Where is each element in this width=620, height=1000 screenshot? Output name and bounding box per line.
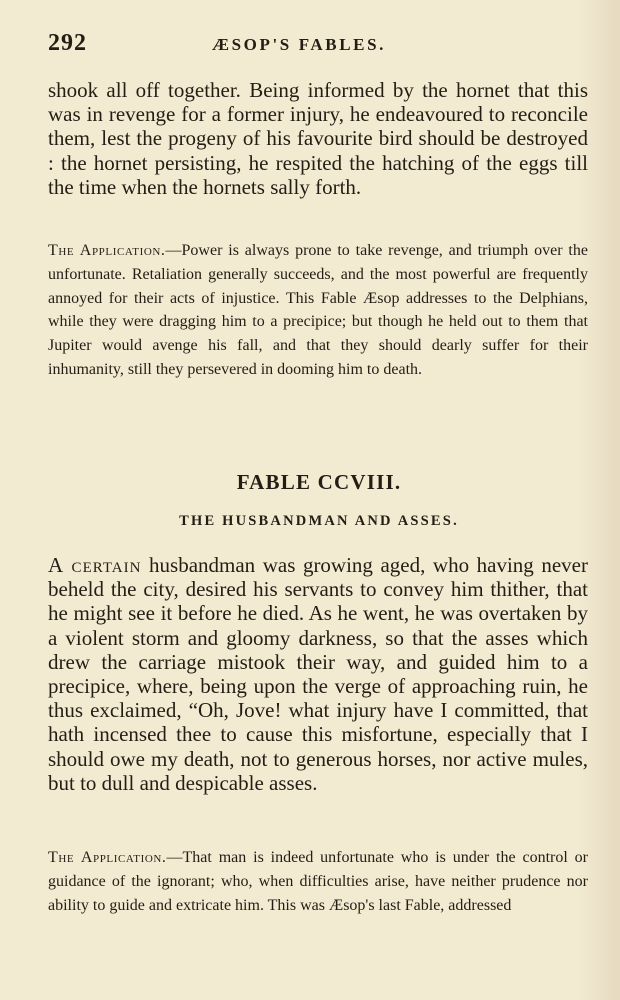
page-number: 292 bbox=[48, 30, 87, 56]
running-title: ÆSOP'S FABLES. bbox=[212, 35, 387, 54]
application-paragraph-1 bbox=[48, 239, 588, 382]
application-heading: The Application. bbox=[48, 242, 166, 259]
fable-paragraph bbox=[48, 553, 588, 795]
application-text: —That man is indeed unfortunate who is under the control or guidance of the ignorant; who, when difficulties arise, have neither prudence nor ability to guide and extricate him. This was Æsop's last Fable, addressed bbox=[48, 849, 588, 914]
application-paragraph-2 bbox=[48, 846, 588, 917]
continued-paragraph: shook all off together. Being informed by the hornet that this was in revenge for a former injury, he endeavoured to reconcile them, lest the progeny of his favourite bird should be destroyed : the hornet persisting, he respited the hatching of the eggs till the time when the hornets sally forth. bbox=[48, 78, 588, 199]
fable-lead-words: A certain bbox=[48, 553, 142, 577]
page-header bbox=[48, 30, 590, 64]
application-heading: The Application. bbox=[48, 849, 167, 866]
fable-number: FABLE CCVIII. bbox=[236, 470, 402, 494]
fable-text: husbandman was growing aged, who having never beheld the city, desired his servants to convey him thither, that he might see it before he died. As he went, he was overtaken by a violent storm and gloomy darkness, so that the asses which drew the carriage mistook their way, and guided him to a precipice, where, being upon the verge of approaching ruin, he thus exclaimed, “Oh, Jove! what injury have I committed, that hath incensed thee to cause this misfortune, especially that I should owe my death, not to generous horses, nor active mules, but to dull and despicable asses. bbox=[48, 553, 588, 795]
application-text: —Power is always prone to take revenge, and triumph over the unfortunate. Retaliation generally succeeds, and the most powerful are frequently annoyed for their acts of injustice. This Fable Æsop addresses to the Delphians, while they were dragging him to a precipice; but though he held out to them that Jupiter would avenge his fall, and that they should dearly suffer for their inhumanity, still they persevered in dooming him to death. bbox=[48, 242, 588, 378]
fable-title: THE HUSBANDMAN AND ASSES. bbox=[179, 513, 459, 529]
